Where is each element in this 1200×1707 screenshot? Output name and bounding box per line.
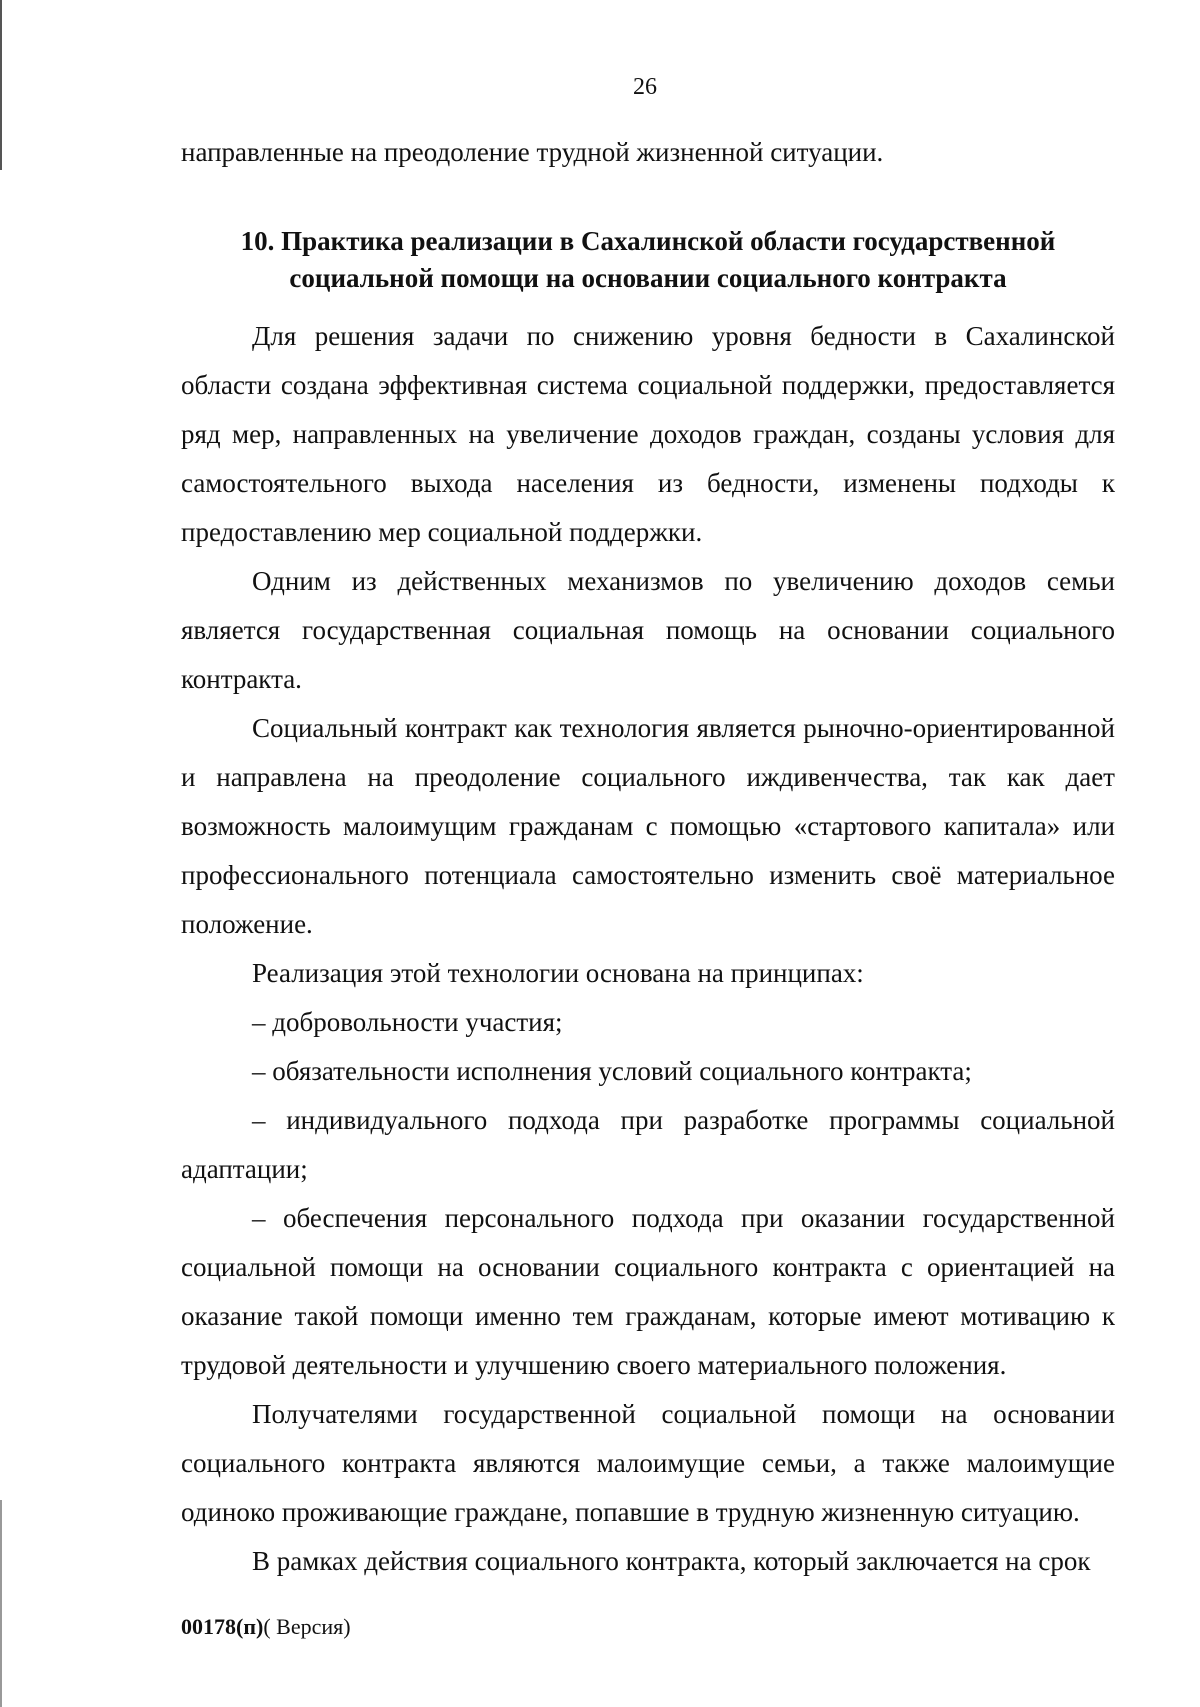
paragraph-mechanism: Одним из действенных механизмов по увеличению доходов семьи является государственная социальная помощь на основании социального контракта. [181,566,1115,694]
section-heading-line1: 10. Практика реализации в Сахалинской области государственной [240,226,1056,256]
footer-version: ( Версия) [263,1614,351,1639]
continuation-text: направленные на преодоление трудной жизненной ситуации. [181,137,884,167]
section-heading-line2: социальной помощи на основании социального контракта [289,263,1007,293]
principle-item: – обеспечения персонального подхода при оказании государственной социальной помощи на основании социального контракта с ориентацией на оказание такой помощи именно тем гражданам, которые имеют мотивацию к трудовой деятельности и улучшению своего материального положения. [181,1203,1115,1380]
paragraph-principles-intro: Реализация этой технологии основана на принципах: [252,958,864,988]
paragraph-recipients: Получателями государственной социальной помощи на основании социального контракта являются малоимущие семьи, а также малоимущие одиноко проживающие граждане, попавшие в трудную жизненную ситуацию. [181,1399,1115,1527]
principle-item: – обязательности исполнения условий социального контракта; [252,1056,972,1086]
paragraph-poverty: Для решения задачи по снижению уровня бедности в Сахалинской области создана эффективная система социальной поддержки, предоставляется ряд мер, направленных на увеличение доходов граждан, созданы условия для самостоятельного выхода населения из бедности, изменены подходы к предоставлению мер социальной поддержки. [181,321,1115,547]
paragraph-contract-term: В рамках действия социального контракта, который заключается на срок [252,1546,1091,1576]
paragraph-technology: Социальный контракт как технология является рыночно-ориентированной и направлена на преодоление социального иждивенчества, так как дает возможность малоимущим гражданам с помощью «стартового капитала» или профессионального потенциала самостоятельно изменить своё материальное положение. [181,713,1115,939]
section-heading [181,223,1115,297]
principle-item: – добровольности участия; [252,1007,563,1037]
scan-edge [0,0,2,1707]
principle-item: – индивидуального подхода при разработке программы социальной адаптации; [181,1105,1115,1184]
document-body [181,128,1115,1586]
document-footer [181,1614,351,1640]
page-number: 26 [633,74,657,100]
footer-code: 00178(п) [181,1614,264,1639]
